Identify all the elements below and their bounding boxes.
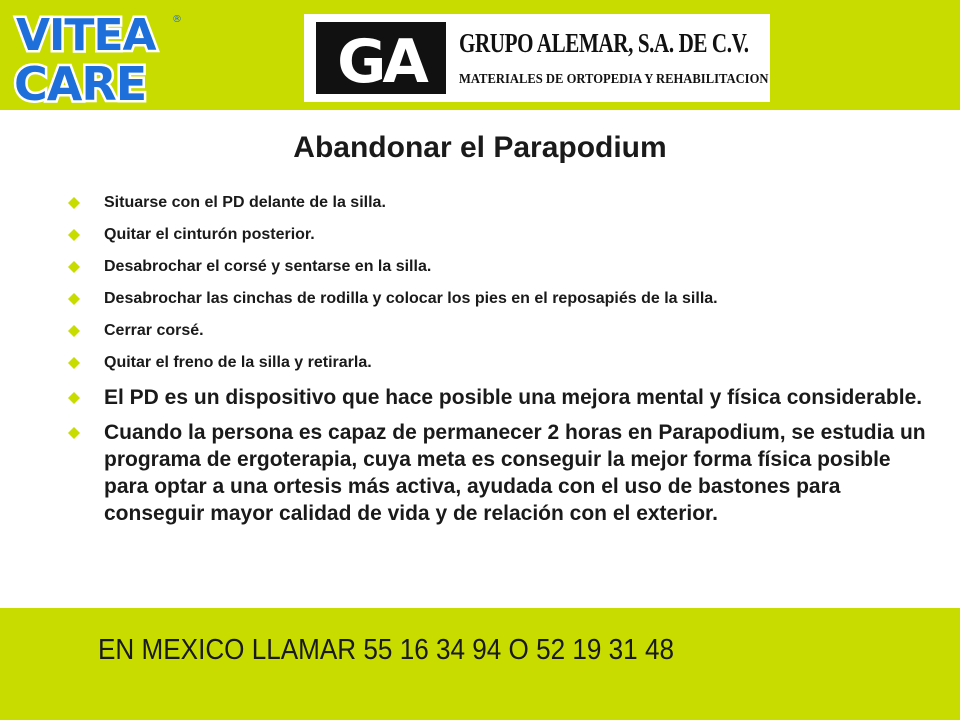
list-item — [66, 256, 936, 278]
diamond-bullet-icon — [68, 293, 80, 305]
bullet-text: Desabrochar las cinchas de rodilla y colocar los pies en el reposapiés de la silla. — [104, 290, 718, 307]
bullet-text: Situarse con el PD delante de la silla. — [104, 194, 386, 211]
diamond-bullet-icon — [68, 357, 80, 369]
list-item — [66, 352, 936, 374]
registered-mark: ® — [172, 14, 182, 25]
company-subtitle: MATERIALES DE ORTOPEDIA Y REHABILITACION — [459, 72, 769, 87]
list-item — [66, 320, 936, 342]
phone-contact-text: EN MEXICO LLAMAR 55 16 34 94 O 52 19 31 48 — [98, 634, 674, 666]
slide-title: Abandonar el Parapodium — [293, 131, 667, 164]
diamond-bullet-icon — [68, 229, 80, 241]
logo-line2: CARE — [14, 57, 147, 106]
grupo-alemar-logo — [304, 14, 770, 102]
list-item — [66, 192, 936, 214]
company-name: GRUPO ALEMAR, S.A. DE C.V. — [459, 28, 749, 58]
bullet-text: El PD es un dispositivo que hace posible una mejora mental y física considerable. — [104, 386, 923, 409]
list-item — [66, 384, 936, 411]
bullet-text: Cerrar corsé. — [104, 322, 204, 339]
list-item — [66, 419, 936, 527]
logo-line1: VITEA — [16, 10, 156, 61]
diamond-bullet-icon — [68, 197, 80, 209]
ga-mark-icon — [316, 22, 446, 94]
vitea-care-logo — [10, 8, 188, 106]
list-item — [66, 224, 936, 246]
diamond-bullet-icon — [68, 261, 80, 273]
diamond-bullet-icon — [68, 392, 80, 404]
list-item — [66, 288, 936, 310]
diamond-bullet-icon — [68, 427, 80, 439]
bullet-text: Desabrochar el corsé y sentarse en la silla. — [104, 258, 432, 275]
bullet-text: Quitar el freno de la silla y retirarla. — [104, 354, 372, 371]
diamond-bullet-icon — [68, 325, 80, 337]
ga-mark-text: GA — [337, 27, 425, 94]
bullet-list — [66, 192, 936, 535]
bullet-text: Quitar el cinturón posterior. — [104, 226, 315, 243]
bullet-text: Cuando la persona es capaz de permanecer 2 horas en Parapodium, se estudia un programa de ergoterapia, cuya meta es conseguir la mejor forma física posible para optar a una ortesis más activa, ayudada con el uso de bastones para conseguir mayor calidad de vida y de relación con el exterior. — [104, 421, 926, 525]
header-band — [0, 0, 960, 110]
